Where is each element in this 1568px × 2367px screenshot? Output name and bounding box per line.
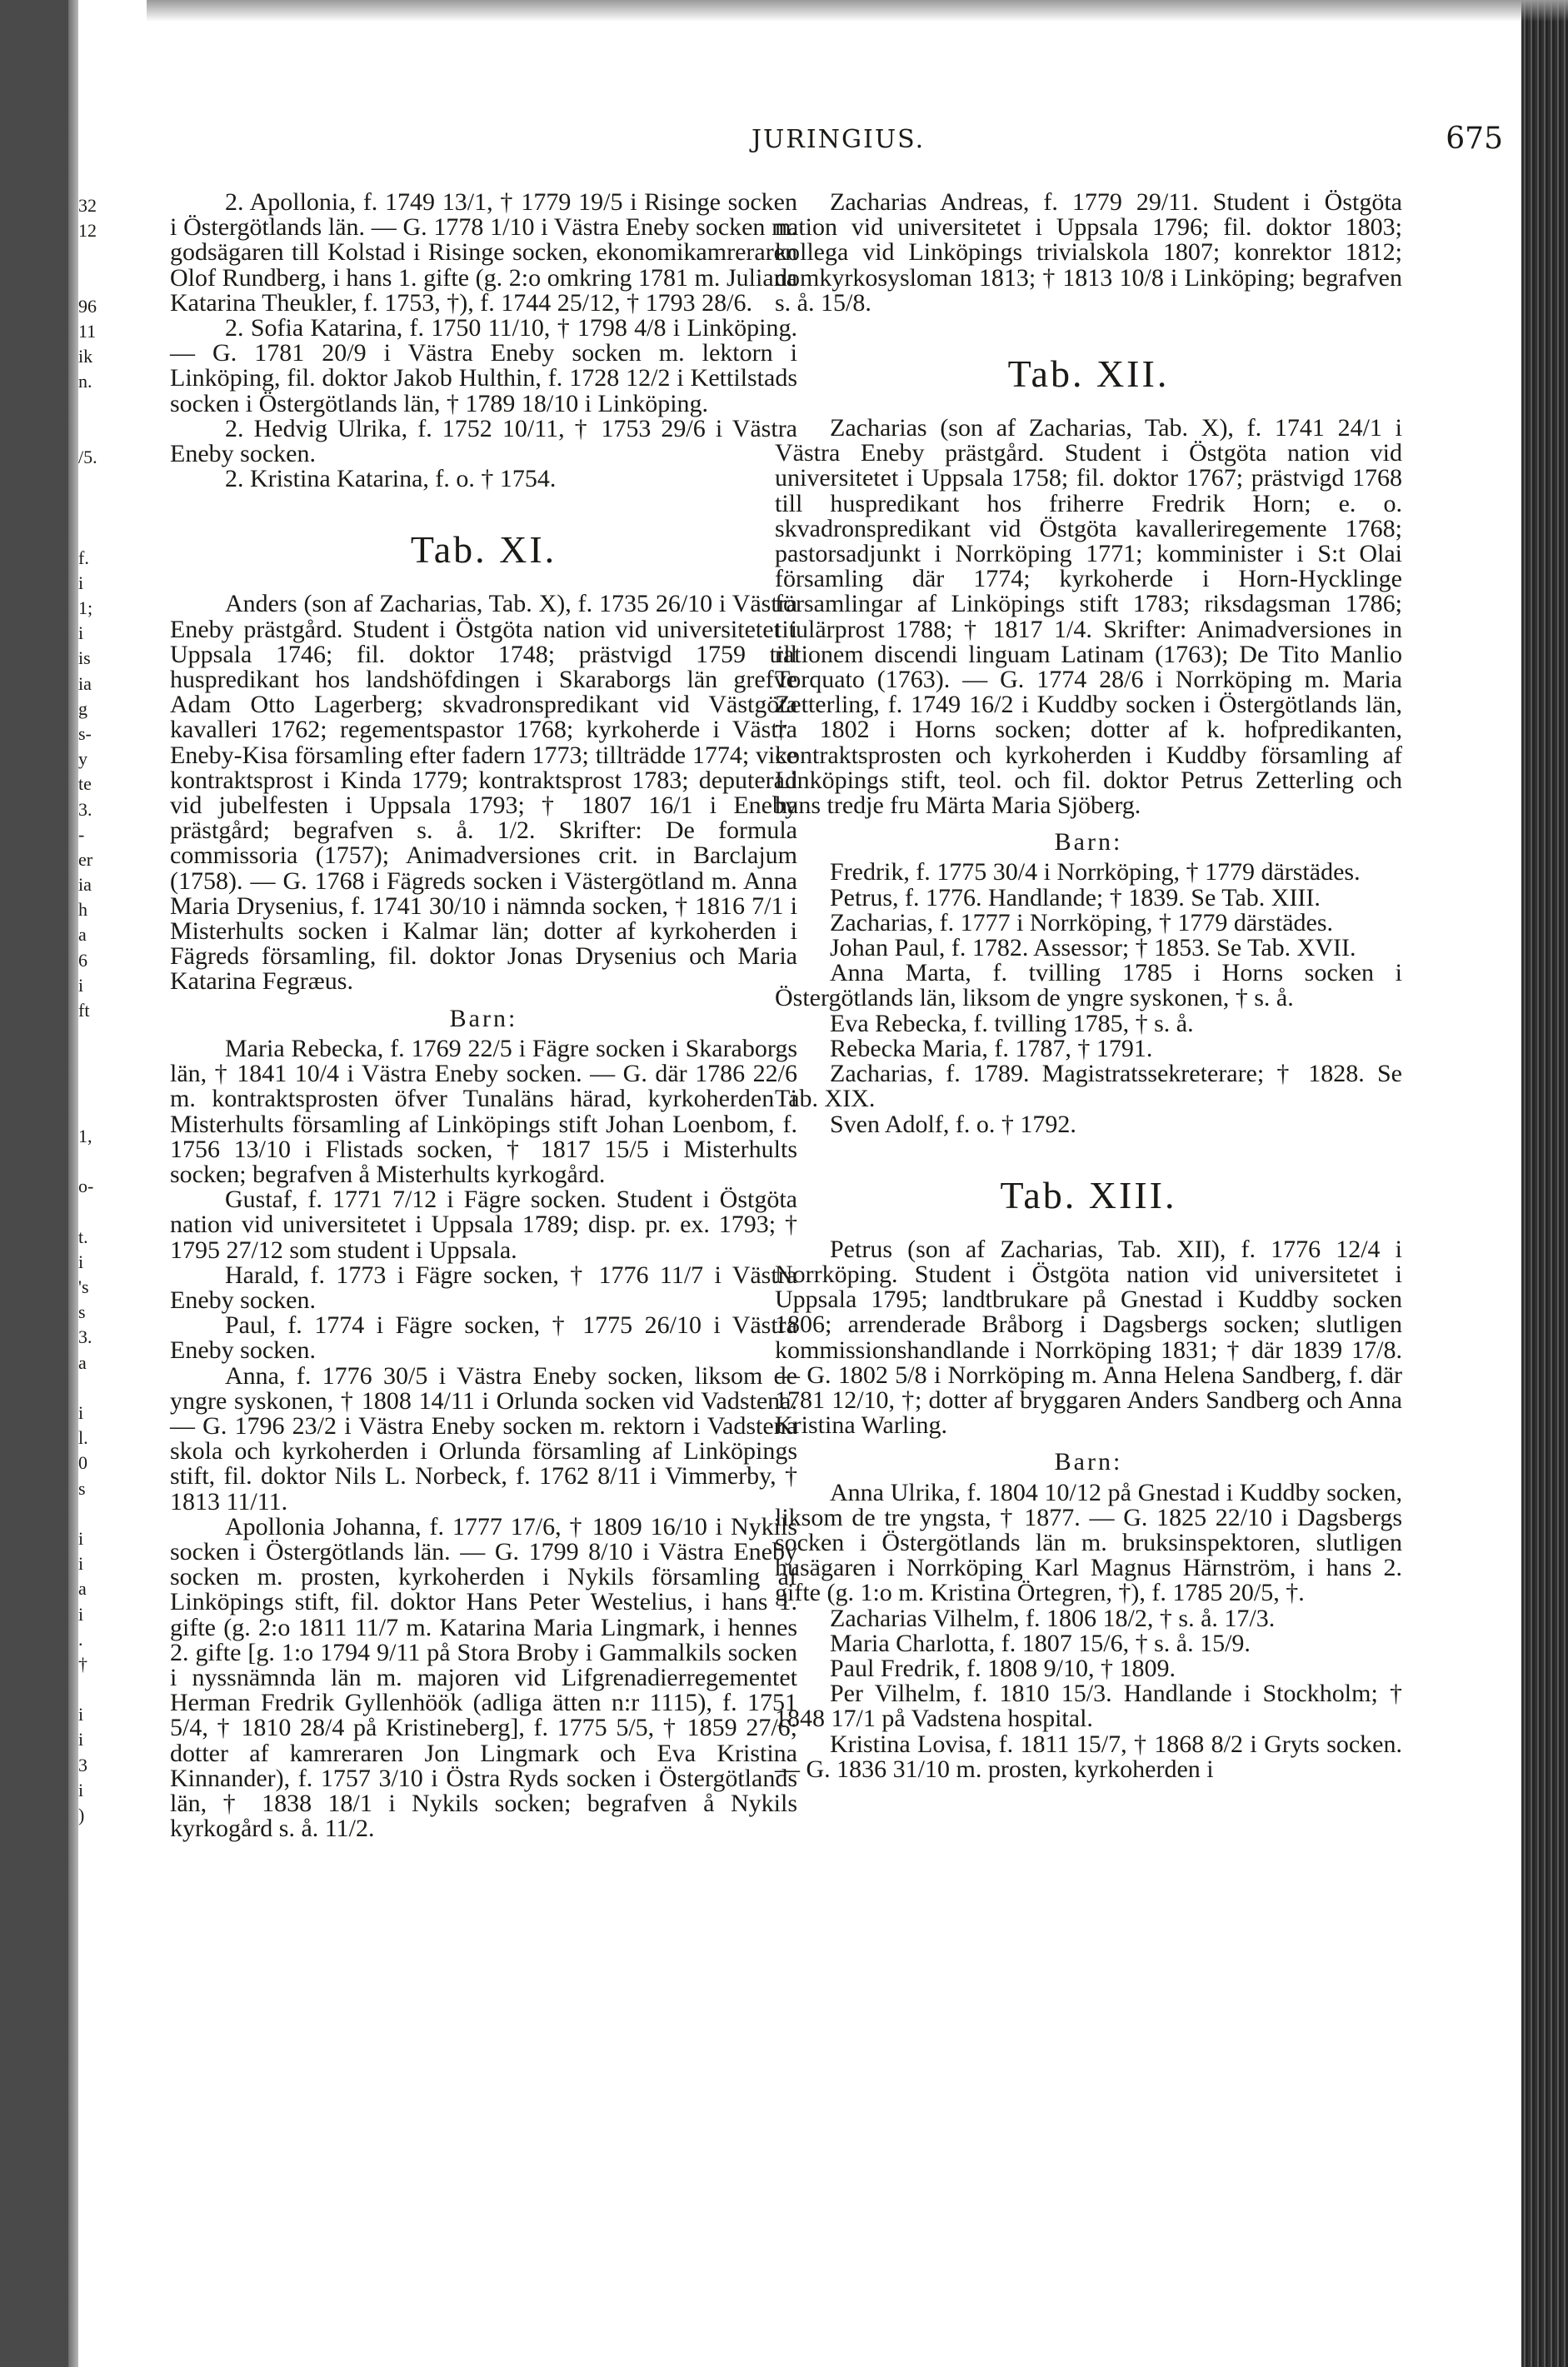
prev-page-fragment bbox=[78, 1048, 100, 1073]
prev-page-fragment: 0 bbox=[78, 1452, 87, 1474]
child-entry: Zacharias, f. 1777 i Norrköping, † 1779 därstädes. bbox=[830, 908, 1334, 936]
prev-page-fragment: ik bbox=[78, 346, 93, 367]
prev-page-fragment: i bbox=[78, 1402, 84, 1423]
prev-page-fragment bbox=[78, 420, 100, 445]
tab-xii-text: Zacharias (son af Zacharias, Tab. X), f. 1741 24/1 i Västra Eneby prästgård. Student i Östgöta nation vid universitetet i Uppsala 1758; fil. doktor 1767; prästvigd 1768 till huspredikant hos friherre Fredrik Horn; e. o. skvadronspredikant vid Östgöta kavalleriregemente 1768; pastorsadjunkt i Norrköping 1771; komminister i S:t Olai församling där 1774; kyrkoherde i Horn-Hycklinge församlingar af Linköpings stift 1783; riksdagsman 1786; titulärprost 1788; † 1817 1/4. Skrifter: Animadversiones in rationem discendi linguam Latinam (1763); De Tito Manlio Torquato (1763). — G. 1774 28/6 i Norrköping m. Maria Zetterling, f. 1749 16/2 i Kuddby socken i Östergötlands län, † 1802 i Horns socken; dotter af k. hofpredikanten, kontraktsprosten och kyrkoherden i Kuddby församling af Linköpings stift, teol. och fil. doktor Petrus Zetterling och hans tredje fru Märta Maria Sjöberg. bbox=[775, 414, 1402, 820]
prev-page-fragment: 3. bbox=[78, 1326, 92, 1348]
prev-page-fragment: 96 bbox=[78, 295, 97, 317]
header-title: JURINGIUS. bbox=[752, 125, 926, 154]
child-entry: Anna, f. 1776 30/5 i Västra Eneby socken, liksom de yngre syskonen, † 1808 14/11 i Orlunda socken vid Vadstena. — G. 1796 23/2 i Västra Eneby socken m. rektorn i Vadstena skola och kyrkoherden i Orlunda församling af Linköpings stift, fil. doktor Nils L. Norbeck, f. 1762 8/11 i Vimmerby, † 1813 11/11. bbox=[170, 1361, 797, 1516]
prev-page-fragment: s bbox=[78, 1477, 86, 1499]
prev-page-fragment: f. bbox=[78, 547, 89, 568]
child-entry: Per Vilhelm, f. 1810 15/3. Handlande i Stockholm; † 1848 17/1 på Vadstena hospital. bbox=[775, 1680, 1402, 1733]
prev-page-fragment: i bbox=[78, 1251, 84, 1272]
prev-page-fragment: /5. bbox=[78, 446, 97, 467]
prev-page-fragment: er bbox=[78, 848, 93, 870]
prev-page-fragment bbox=[78, 1149, 100, 1174]
tab-xiii-barn-label: Barn: bbox=[1054, 1448, 1123, 1476]
prev-page-fragment bbox=[78, 243, 100, 268]
prev-page-fragment: i bbox=[78, 1527, 84, 1549]
prev-page-fragment: i bbox=[78, 1704, 84, 1725]
prev-page-fragment: s bbox=[78, 1301, 86, 1323]
prev-page-fragment: 6 bbox=[78, 949, 87, 971]
prev-page-fragment: y bbox=[78, 748, 87, 770]
prev-page-fragment: † bbox=[78, 1653, 87, 1675]
prev-page-fragment: 1; bbox=[78, 597, 93, 618]
prev-page-fragment: l. bbox=[78, 1427, 88, 1449]
prev-page-fragment: ia bbox=[78, 672, 92, 694]
prev-page-fragment bbox=[78, 1023, 100, 1048]
prev-page-fragment: ia bbox=[78, 874, 92, 896]
prev-page-fragment: 3 bbox=[78, 1754, 87, 1775]
child-entry: Kristina Lovisa, f. 1811 15/7, † 1868 8/2 i Gryts socken. — G. 1836 31/10 m. prosten, kyrkoherden i bbox=[775, 1730, 1402, 1783]
tab-xiii-heading: Tab. XIII. bbox=[1000, 1173, 1177, 1216]
prev-page-fragment: i bbox=[78, 622, 84, 644]
prev-page-fragment: - bbox=[78, 823, 85, 845]
prev-page-fragment: ) bbox=[78, 1805, 85, 1825]
top-shadow bbox=[147, 0, 1568, 22]
prev-page-fragment: i bbox=[78, 1779, 84, 1800]
child-entry: Rebecka Maria, f. 1787, † 1791. bbox=[830, 1034, 1153, 1062]
prev-page-fragment: . bbox=[78, 1628, 83, 1650]
prev-page-fragment: i bbox=[78, 1729, 84, 1750]
child-entry: Johan Paul, f. 1782. Assessor; † 1853. Se Tab. XVII. bbox=[830, 934, 1356, 962]
prev-page-fragment bbox=[78, 1074, 100, 1099]
right-column bbox=[775, 190, 1402, 1782]
previous-page-fragments bbox=[78, 193, 100, 2210]
child-entry: Anna Ulrika, f. 1804 10/12 på Gnestad i Kuddby socken, liksom de tre yngsta, † 1877. — G. 1825 22/10 i Dagsbergs socken i Östergötlands län m. bruksinspektoren, slutligen husägaren i Norrköping Karl Magnus Härnström, i hans 2. gifte (g. 1:o m. Kristina Örtegren, †), f. 1785 20/5, †. bbox=[775, 1478, 1402, 1607]
prev-page-fragment bbox=[78, 395, 100, 420]
tab-xii-barn-label: Barn: bbox=[1054, 828, 1123, 856]
tab-xiii-text: Petrus (son af Zacharias, Tab. XII), f. 1776 12/4 i Norrköping. Student i Östgöta nation vid universitetet i Uppsala 1795; landtbrukare på Gnestad i Kuddby socken 1806; arrenderade Bråborg i Dagsbergs socken; slutligen kommissionshandlande i Norrköping 1831; † där 1839 17/8. — G. 1802 5/8 i Norrköping m. Anna Helena Sandberg, f. där 1781 12/10, †; dotter af bryggaren Anders Sandberg och Anna Kristina Warling. bbox=[775, 1235, 1402, 1440]
book-page-edges bbox=[1521, 0, 1568, 2367]
entry-hedvig-ulrika: 2. Hedvig Ulrika, f. 1752 10/11, † 1753 29/6 i Västra Eneby socken. bbox=[170, 414, 797, 468]
entry-zacharias-andreas: Zacharias Andreas, f. 1779 29/11. Student i Östgöta nation vid universitetet i Uppsala 1796; fil. doktor 1803; kollega vid Linköpings trivialskola 1807; konrektor 1812; domkyrkosysloman 1813; † 1813 10/8 i Linköping; begrafven s. å. 15/8. bbox=[775, 188, 1402, 317]
scan-left-margin bbox=[0, 0, 68, 2367]
prev-page-fragment bbox=[78, 1677, 100, 1702]
prev-page-fragment: g bbox=[78, 697, 87, 719]
child-entry: Paul, f. 1774 i Fägre socken, † 1775 26/10 i Västra Eneby socken. bbox=[170, 1311, 797, 1365]
prev-page-fragment: ft bbox=[78, 1000, 90, 1021]
book-gutter bbox=[68, 0, 78, 2367]
prev-page-fragment bbox=[78, 1376, 100, 1401]
prev-page-fragment: 3. bbox=[78, 798, 92, 820]
prev-page-fragment bbox=[78, 269, 100, 294]
child-entry: Paul Fredrik, f. 1808 9/10, † 1809. bbox=[830, 1654, 1176, 1682]
prev-page-fragment bbox=[78, 1200, 100, 1225]
prev-page-fragment: o- bbox=[78, 1176, 94, 1197]
child-entry: Harald, f. 1773 i Fägre socken, † 1776 11/7 i Västra Eneby socken. bbox=[170, 1261, 797, 1314]
prev-page-fragment bbox=[78, 1099, 100, 1124]
prev-page-fragment: i bbox=[78, 1603, 84, 1625]
tab-xii-heading: Tab. XII. bbox=[1007, 352, 1170, 396]
running-head bbox=[170, 122, 1503, 162]
left-column bbox=[170, 190, 797, 1841]
prev-page-fragment: a bbox=[78, 1351, 87, 1373]
prev-page-fragment: n. bbox=[78, 371, 92, 392]
child-entry: Zacharias Vilhelm, f. 1806 18/2, † s. å. 17/3. bbox=[830, 1604, 1276, 1632]
prev-page-fragment: 's bbox=[78, 1276, 89, 1298]
child-entry: Apollonia Johanna, f. 1777 17/6, † 1809 16/10 i Nykils socken i Östergötlands län. — G. 1799 8/10 i Västra Eneby socken m. prosten, kyrkoherden i Nykils församling af Linköpings stift, fil. doktor Hans Peter Westelius, i hans 1. gifte (g. 2:o 1811 11/7 m. Katarina Maria Lingmark, i hennes 2. gifte [g. 1:o 1794 9/11 på Stora Broby i Gammalkils socken i nyssnämnda län m. majoren vid Lifgrenadierregementet Herman Fredrik Gyllenhöök (adliga ätten n:r 1115), f. 1751 5/4, † 1810 28/4 på Kristineberg], f. 1775 5/5, † 1859 27/6; dotter af kamreraren Jon Lingmark och Eva Kristina Kinnander), f. 1757 3/10 i Östra Ryds socken i Östergötlands län, † 1838 18/1 i Nykils socken; begrafven å Nykils kyrkogård s. å. 11/2. bbox=[170, 1512, 797, 1843]
prev-page-fragment bbox=[78, 470, 100, 495]
prev-page-fragment bbox=[78, 1501, 100, 1526]
tab-xi-text: Anders (son af Zacharias, Tab. X), f. 1735 26/10 i Västra Eneby prästgård. Student i Östgöta nation vid universitetet i Uppsala 1746; fil. doktor 1748; prästvigd 1759 till huspredikant hos landshöfdingen i Skaraborgs län grefve Adam Otto Lagerberg; skvadronspredikant vid Västgöta kavalleri 1762; regementspastor 1768; kyrkoherde i Västra Eneby-Kisa församling efter fadern 1773; tillträdde 1774; vice kontraktsprost i Kinda 1779; kontraktsprost 1783; deputerad vid jubelfesten i Uppsala 1793; † 1807 16/1 i Eneby prästgård; begrafven s. å. 1/2. Skrifter: De formula commissoria (1757); Animadversiones crit. in Barclajum (1758). — G. 1768 i Fägreds socken i Västergötland m. Anna Maria Drysenius, f. 1741 30/10 i nämnda socken, † 1816 7/1 i Misterhults socken i Kalmar län; dotter af kyrkoherden i Fägreds församling, fil. doktor Jonas Drysenius och Maria Katarina Fegræus. bbox=[170, 590, 797, 996]
child-entry: Sven Adolf, f. o. † 1792. bbox=[830, 1110, 1076, 1138]
page-number: 675 bbox=[1446, 122, 1503, 156]
child-entry: Maria Rebecka, f. 1769 22/5 i Fägre socken i Skaraborgs län, † 1841 10/4 i Västra Eneby socken. — G. där 1786 22/6 m. kontraktsprosten öfver Tunaläns härad, kyrkoherden i Misterhults församling af Linköpings stift Johan Loenbom, f. 1756 13/10 i Flistads socken, † 1817 15/5 i Misterhults socken; begrafven å Misterhults kyrkogård. bbox=[170, 1034, 797, 1188]
prev-page-fragment: 11 bbox=[78, 320, 97, 342]
entry-kristina-katarina: 2. Kristina Katarina, f. o. † 1754. bbox=[225, 465, 557, 493]
entry-apollonia: 2. Apollonia, f. 1749 13/1, † 1779 19/5 i Risinge socken i Östergötlands län. — G. 1778 1/10 i Västra Eneby socken m. godsägaren till Kolstad i Risinge socken, ekonomikamreraren Olof Rundberg, i hans 1. gifte (g. 2:o omkring 1781 m. Juliana Katarina Theukler, f. 1753, †), f. 1744 25/12, † 1793 28/6. bbox=[170, 188, 797, 317]
child-entry: Maria Charlotta, f. 1807 15/6, † s. å. 15/9. bbox=[830, 1629, 1251, 1657]
tab-xi-barn-label: Barn: bbox=[449, 1004, 518, 1032]
prev-page-fragment: is bbox=[78, 647, 91, 669]
prev-page-fragment: 12 bbox=[78, 220, 97, 242]
child-entry: Eva Rebecka, f. tvilling 1785, † s. å. bbox=[830, 1009, 1194, 1037]
prev-page-fragment: h bbox=[78, 899, 87, 921]
prev-page-fragment: s- bbox=[78, 722, 92, 744]
entry-sofia-katarina: 2. Sofia Katarina, f. 1750 11/10, † 1798 4/8 i Linköping. — G. 1781 20/9 i Västra Eneby socken m. lektorn i Linköping, fil. doktor Jakob Hulthin, f. 1728 12/2 i Kettilstads socken i Östergötlands län, † 1789 18/10 i Linköping. bbox=[170, 314, 797, 417]
prev-page-fragment: te bbox=[78, 773, 92, 795]
child-entry: Gustaf, f. 1771 7/12 i Fägre socken. Student i Östgöta nation vid universitetet i Uppsala 1789; disp. pr. ex. 1793; † 1795 27/12 som student i Uppsala. bbox=[170, 1186, 797, 1264]
child-entry: Zacharias, f. 1789. Magistratssekreterare; † 1828. Se Tab. XIX. bbox=[775, 1060, 1402, 1113]
child-entry: Petrus, f. 1776. Handlande; † 1839. Se Tab. XIII. bbox=[830, 883, 1321, 911]
child-entry: Fredrik, f. 1775 30/4 i Norrköping, † 1779 därstädes. bbox=[830, 858, 1361, 886]
prev-page-fragment: t. bbox=[78, 1226, 88, 1247]
prev-page-fragment: i bbox=[78, 974, 84, 996]
child-entry: Anna Marta, f. tvilling 1785 i Horns socken i Östergötlands län, liksom de yngre syskonen, † s. å. bbox=[775, 959, 1402, 1012]
prev-page-fragment bbox=[78, 520, 100, 545]
prev-page-fragment: a bbox=[78, 1578, 87, 1600]
prev-page-fragment bbox=[78, 495, 100, 520]
prev-page-fragment: 32 bbox=[78, 195, 97, 216]
prev-page-fragment: i bbox=[78, 572, 84, 593]
prev-page-fragment: a bbox=[78, 924, 87, 946]
tab-xi-heading: Tab. XI. bbox=[410, 528, 557, 572]
book-page bbox=[78, 0, 1521, 2367]
prev-page-fragment: i bbox=[78, 1553, 84, 1575]
prev-page-fragment: 1, bbox=[78, 1125, 92, 1146]
